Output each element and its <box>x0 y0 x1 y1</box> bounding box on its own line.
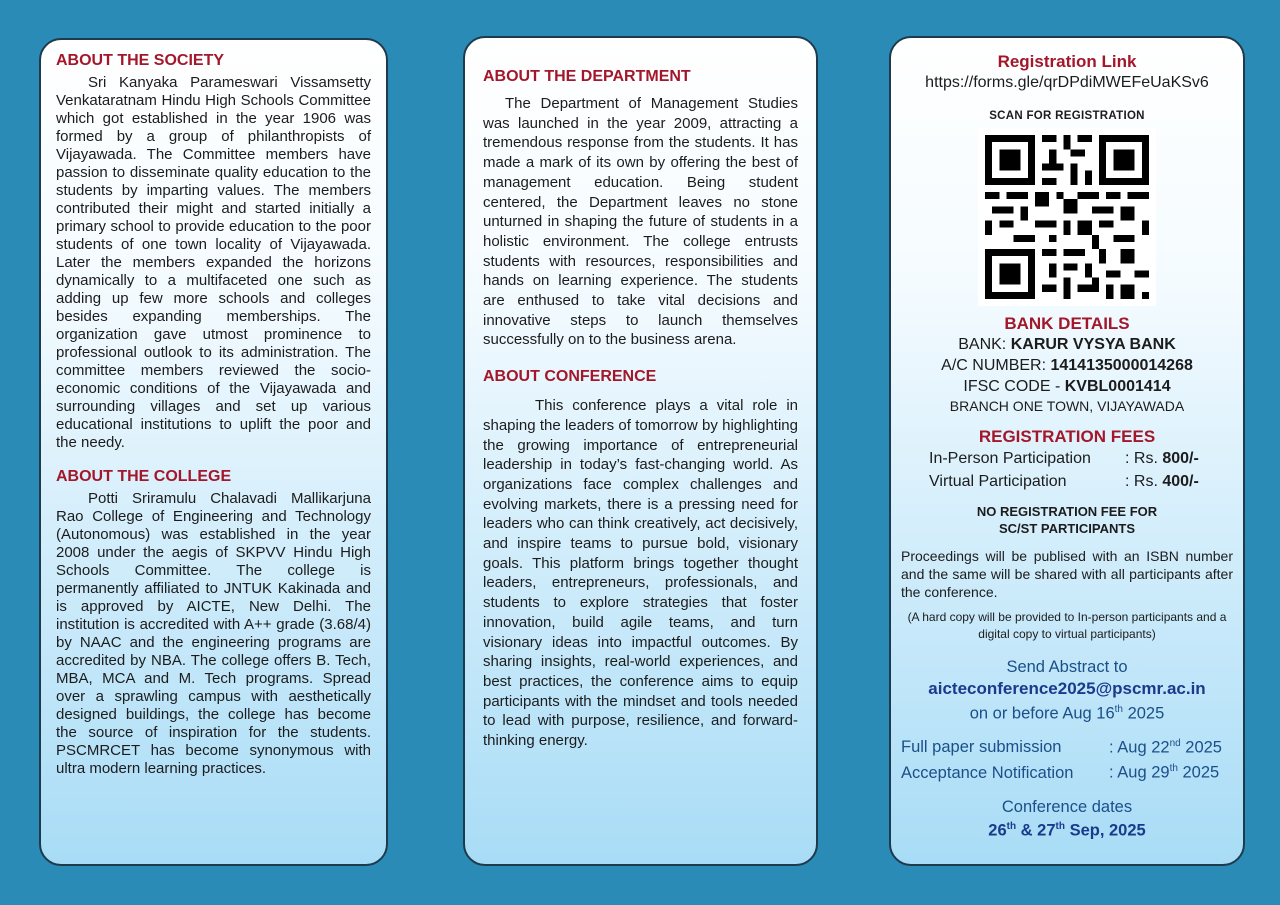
fees-table <box>929 447 1233 493</box>
department-heading: ABOUT THE DEPARTMENT <box>483 68 691 85</box>
scan-label: SCAN FOR REGISTRATION <box>989 110 1145 122</box>
bank-name-line: BANK: KARUR VYSYA BANK <box>958 336 1176 353</box>
full-paper-row: Full paper submission : Aug 22nd 2025 <box>901 737 1222 756</box>
department-conference-panel <box>463 36 818 866</box>
important-dates <box>901 733 1233 784</box>
qr-code-icon[interactable] <box>978 128 1156 306</box>
account-number-line: A/C NUMBER: 1414135000014268 <box>941 357 1193 374</box>
branch-line: BRANCH ONE TOWN, VIJAYAWADA <box>949 398 1185 414</box>
acceptance-row: Acceptance Notification : Aug 29th 2025 <box>901 763 1220 782</box>
abstract-email[interactable]: aicteconference2025@pscmr.ac.in <box>928 679 1206 698</box>
conference-text: This conference plays a vital role in shaping the leaders of tomorrow by highlighting the growing importance of entrepreneurial leadership in today’s fast-changing world. As organizations face complex challenges and evolving markets, there is a pressing need for leaders who can think creatively, act decisively, and inspire teams to pursue bold, visionary goals. This platform brings together thought leaders, entrepreneurs, professionals, and students to explore strategies that foster innovation, build agile teams, and turn visionary ideas into impactful outcomes. By sharing insights, real-world experiences, and best practices, the conference aims to equip participants with the mindset and tools needed to lead with purpose, resilience, and forward-thinking energy. <box>483 397 798 750</box>
send-abstract-block: Send Abstract to aicteconference2025@pscmr.ac.in on or before Aug 16th 2025 <box>901 657 1233 725</box>
society-college-panel <box>39 38 388 866</box>
no-fee-note: NO REGISTRATION FEE FOR SC/ST PARTICIPANTS <box>976 504 1158 536</box>
department-text: The Department of Management Studies was launched in the year 2009, attracting a tremendous response from the students. It has made a mark of its own by offering the best of management education. Being student centered, the Department leaves no stone unturned in shaping the future of students in a holistic environment. The college entrusts students with resources, responsibilities and hands on learning experience. The students are enthused to take vital decisions and innovative steps to launch themselves successfully on to the business arena. <box>483 95 798 349</box>
registration-link[interactable]: https://forms.gle/qrDPdiMWEFeUaKSv6 <box>925 74 1209 91</box>
conference-heading: ABOUT CONFERENCE <box>483 368 657 386</box>
virtual-fee-row: Virtual Participation : Rs. 400/- <box>929 473 1199 490</box>
college-heading: ABOUT THE COLLEGE <box>56 468 232 485</box>
society-text: Sri Kanyaka Parameswari Vissamsetty Venkataratnam Hindu High Schools Committee which got established in the year 1906 was formed by a group of philanthropists of Vijayawada. The Committee members have passion to disseminate quality education to the students by imparting values. The members contributed their might and started initially a primary school to provide education to the poor students of one town locality of Vijayawada. Later the members expanded the horizons dynamically to a multifaceted one such as adding up few more schools and colleges besides expanding memberships. The organization gave utmost prominence to professional outlook to its administration. The committee members reviewed the socio-economic conditions of the Vijayawada and surrounding villages and set up various educational institutions to uplift the poor and the needy. <box>56 74 371 451</box>
registration-link-title: Registration Link <box>997 52 1137 71</box>
in-person-fee-row: In-Person Participation : Rs. 800/- <box>929 450 1199 467</box>
conference-dates: 26th & 27th Sep, 2025 <box>988 820 1146 839</box>
registration-panel <box>889 36 1245 866</box>
ifsc-line: IFSC CODE - KVBL0001414 <box>963 378 1171 395</box>
society-heading: ABOUT THE SOCIETY <box>56 52 225 69</box>
bank-details-heading: BANK DETAILS <box>1004 314 1130 333</box>
college-text: Potti Sriramulu Chalavadi Mallikarjuna Rao College of Engineering and Technology (Autonomous) was established in the year 2008 under the aegis of SKPVV Hindu High Schools Committee. The college is permanently affiliated to JNTUK Kakinada and is approved by AICTE, New Delhi. The institution is accredited with A++ grade (3.68/4) by NAAC and the engineering programs are accredited by NBA. The college offers B. Tech, MBA, MCA and M. Tech programs. Spread over a sprawling campus with aesthetically designed buildings, the college has become the source of inspiration for the students. PSCMRCET has become synonymous with ultra modern learning practices. <box>56 490 371 777</box>
hard-copy-note: (A hard copy will be provided to In-person participants and a digital copy to virtual participants) <box>907 610 1227 641</box>
registration-fees-heading: REGISTRATION FEES <box>978 427 1156 446</box>
proceedings-note: Proceedings will be publised with an ISBN number and the same will be shared with all participants after the conference. <box>901 548 1233 600</box>
conference-dates-heading: Conference dates <box>1001 797 1133 816</box>
